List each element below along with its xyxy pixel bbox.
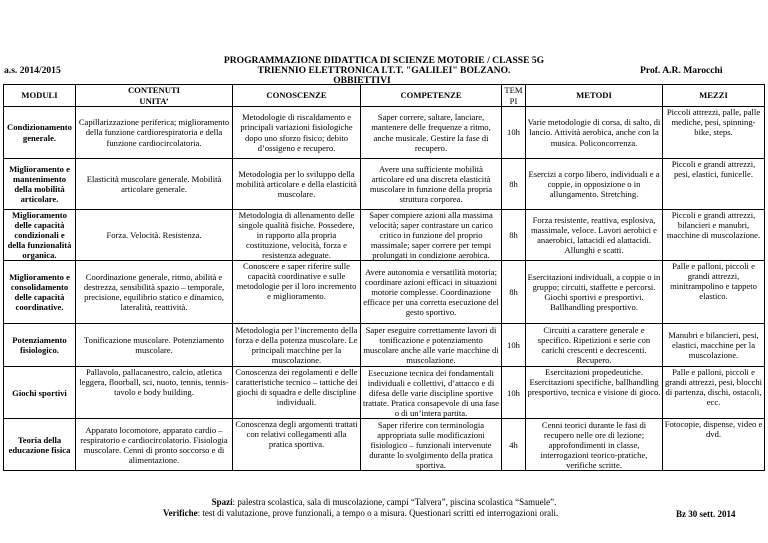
metodi-cell: Forza resistente, reattiva, esplosiva, massimale, veloce. Lavori aerobici e anaerobici, lattacidi ed alattacidi. Allunghi e scatti.: [526, 210, 663, 261]
modulo-cell: Miglioramento delle capacità condizionali e della funzionalità organica.: [4, 210, 76, 261]
tempi-cell: 8h: [502, 210, 526, 261]
modulo-cell: Condizionamento generale.: [4, 107, 76, 159]
metodi-cell: Circuiti a carattere generale e specifico. Ripetizioni e serie con carichi crescenti e decrescenti. Recupero.: [526, 324, 663, 367]
col-contenuti: [76, 85, 233, 107]
unita-cell: Capillarizzazione periferica; miglioramento della funzione cardiorespiratoria e della funzione cardiocircolatoria.: [76, 107, 233, 159]
col-mezzi: MEZZI: [663, 85, 765, 107]
table-row: [4, 261, 765, 324]
metodi-cell: Esercitazioni individuali, a coppie o in gruppo; circuiti, staffette e percorsi. Giochi sportivi e presportivi. Ballhandling presportivo.: [526, 261, 663, 324]
col-tempi-line1: TEM: [504, 85, 523, 96]
objectives-heading: OBBIETTIVI: [333, 75, 391, 86]
tempi-cell: 8h: [502, 159, 526, 210]
competenze-cell: Esecuzione tecnica dei fondamentali individuali e collettivi, d’attacco e di difesa delle varie discipline sportive trattate. Pratica consapevole di una fase o di un’intera partita.: [361, 367, 502, 419]
conoscenze-cell: Metodologia per l’incremento della forza e della potenza muscolare. Le principali macchine per la muscolazione.: [233, 324, 361, 367]
modulo-cell: Potenziamento fisiologico.: [4, 324, 76, 367]
modulo-cell: Miglioramento e consolidamento delle capacità coordinative.: [4, 261, 76, 324]
table-row: [4, 367, 765, 419]
metodi-cell: Cenni teorici durante le fasi di recupero nelle ore di lezione; approfondimenti in classe, interrogazioni teorico-pratiche, verifiche scritte.: [526, 419, 663, 471]
footer-date: Bz 30 sett. 2014: [676, 509, 736, 519]
mezzi-cell: Piccoli attrezzi, palle, palle mediche, pesi, spinning-bike, steps.: [663, 107, 765, 159]
teacher-name: Prof. A.R. Marocchi: [640, 65, 723, 76]
tempi-cell: 10h: [502, 107, 526, 159]
col-conoscenze: CONOSCENZE: [233, 85, 361, 107]
col-moduli: MODULI: [4, 85, 76, 107]
competenze-cell: Saper eseguire correttamente lavori di tonificazione e potenziamento muscolare anche alle varie macchine di muscolazione.: [361, 324, 502, 367]
unita-cell: Elasticità muscolare generale. Mobilità articolare generale.: [76, 159, 233, 210]
table-row: [4, 107, 765, 159]
tempi-cell: 8h: [502, 261, 526, 324]
col-contenuti-line1: CONTENUTI: [127, 85, 181, 96]
programme-table: [3, 84, 765, 471]
column-header-row: [4, 85, 765, 107]
table-row: [4, 419, 765, 471]
competenze-cell: Saper correre, saltare, lanciare, mantenere delle frequenze a ritmo, anche musicale. Gestire la fase di recupero.: [361, 107, 502, 159]
table-row: [4, 324, 765, 367]
col-tempi: [502, 85, 526, 107]
unita-cell: Apparato locomotore, apparato cardio – respiratorio e cardiocircolatorio. Fisiologia muscolare. Cenni di pronto soccorso e di alimentazione.: [76, 419, 233, 471]
modulo-cell: Giochi sportivi: [4, 367, 76, 419]
modulo-cell: Miglioramento e mantenimento della mobilità articolare.: [4, 159, 76, 210]
unita-cell: Coordinazione generale, ritmo, abilità e destrezza, sensibilità spazio – temporale, precisione, equilibrio statico e dinamico, lateralità, reattività.: [76, 261, 233, 324]
conoscenze-cell: Metodologia di allenamento delle singole qualità fisiche. Possedere, in rapporto alla propria costituzione, velocità, forza e resistenza adeguate.: [233, 210, 361, 261]
conoscenze-cell: Conoscere e saper riferire sulle capacità coordinative e sulle metodologie per il loro incremento e miglioramento.: [233, 261, 361, 324]
tempi-cell: 10h: [502, 367, 526, 419]
col-metodi: METODI: [526, 85, 663, 107]
conoscenze-cell: Conoscenza degli argomenti trattati con relativi collegamenti alla pratica sportiva.: [233, 419, 361, 471]
doc-title-line2: TRIENNIO ELETTRONICA I.T.T. "GALILEI" BOLZANO.: [257, 65, 511, 76]
mezzi-cell: Fotocopie, dispense, video e dvd.: [663, 419, 765, 471]
verifiche-label: Verifiche: [163, 508, 198, 518]
modulo-cell: Teoria della educazione fisica: [4, 419, 76, 471]
col-competenze: COMPETENZE: [361, 85, 502, 107]
conoscenze-cell: Conoscenza dei regolamenti e delle caratteristiche tecnico – tattiche dei giochi di squadra e delle discipline individuali.: [233, 367, 361, 419]
mezzi-cell: Manubri e bilancieri, pesi, elastici, macchine per la muscolazione.: [663, 324, 765, 367]
metodi-cell: Varie metodologie di corsa, di salto, di lancio. Attività aerobica, anche con la musica. Policoncorrenza.: [526, 107, 663, 159]
col-tempi-line2: PI: [509, 95, 518, 106]
tempi-cell: 4h: [502, 419, 526, 471]
spazi-text: : palestra scolastica, sala di muscolazione, campi “Talvera”, piscina scolastica “Samuele”.: [232, 497, 557, 507]
mezzi-cell: Piccoli e grandi attrezzi, bilancieri e manubri, macchine di muscolazione.: [663, 210, 765, 261]
tempi-cell: 10h: [502, 324, 526, 367]
competenze-cell: Avere una sufficiente mobilità articolare ed una discreta elasticità muscolare in funzione della propria struttura corporea.: [361, 159, 502, 210]
school-year: a.s. 2014/2015: [4, 65, 61, 76]
metodi-cell: Esercizi a corpo libero, individuali e a coppie, in opposizione o in allungamento. Stretching.: [526, 159, 663, 210]
table-row: [4, 159, 765, 210]
unita-cell: Pallavolo, pallacanestro, calcio, atletica leggera, floorball, sci, nuoto, tennis, tennis-tavolo e body building.: [76, 367, 233, 419]
unita-cell: Forza. Velocità. Resistenza.: [76, 210, 233, 261]
doc-title-line1: PROGRAMMAZIONE DIDATTICA DI SCIENZE MOTORIE / CLASSE 5G: [223, 55, 545, 66]
unita-cell: Tonificazione muscolare. Potenziamento muscolare.: [76, 324, 233, 367]
spazi-label: Spazi: [211, 497, 233, 507]
mezzi-cell: Piccoli e grandi attrezzi, pesi, elastici, funicelle.: [663, 159, 765, 210]
competenze-cell: Avere autonomia e versatilità motoria; coordinare azioni efficaci in situazioni motorie complesse. Coordinazione efficace per una corretta esecuzione del gesto sportivo.: [361, 261, 502, 324]
mezzi-cell: Palle e palloni, piccoli e grandi attrezzi, minitrampolino e tappeto elastico.: [663, 261, 765, 324]
table-row: [4, 210, 765, 261]
competenze-cell: Saper compiere azioni alla massima velocità; saper contrastare un carico critico in funzione del proprio massimale; saper correre per tempi prolungati in condizione aerobica.: [361, 210, 502, 261]
mezzi-cell: Palle e palloni, piccoli e grandi attrezzi, pesi, blocchi di partenza, dischi, ostacoli, ecc.: [663, 367, 765, 419]
metodi-cell: Esercitazioni propedeutiche. Esercitazioni specifiche, ballhandling presportivo, tecnica e visione di gioco.: [526, 367, 663, 419]
competenze-cell: Saper riferire con terminologia appropriata sulle modificazioni fisiologico – funzionali intervenute durante lo svolgimento della pratica sportiva.: [361, 419, 502, 471]
col-contenuti-line2: UNITA’: [139, 95, 169, 106]
verifiche-text: : test di valutazione, prove funzionali, a tempo o a misura. Questionari scritti ed interrogazioni orali.: [197, 508, 559, 518]
footer-spazi: [0, 497, 768, 508]
conoscenze-cell: Metodologia per lo sviluppo della mobilità articolare e della elasticità muscolare.: [233, 159, 361, 210]
footer-verifiche: [163, 508, 558, 519]
conoscenze-cell: Metodologie di riscaldamento e principali variazioni fisiologiche dopo uno sforzo fisico; debito d’ossigeno e recupero.: [233, 107, 361, 159]
